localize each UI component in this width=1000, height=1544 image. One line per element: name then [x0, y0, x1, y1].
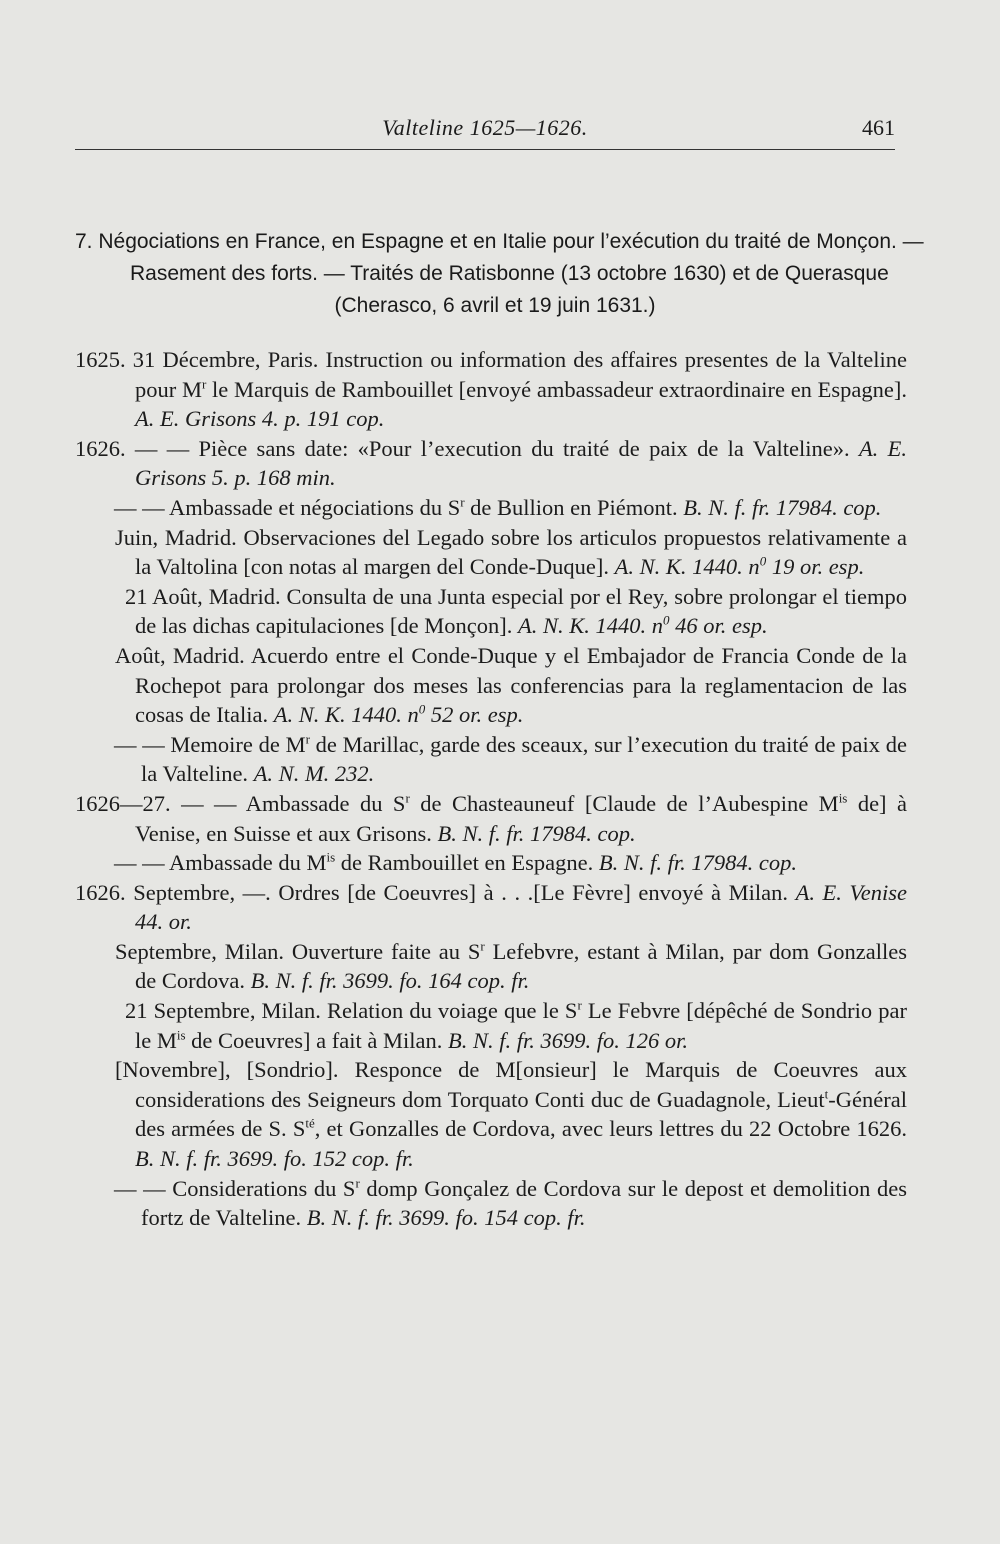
- entry-text: de Marillac, garde des sceaux, sur l’execution du traité de paix de la Valteline.: [141, 731, 907, 787]
- entry-text: Juin, Madrid. Observaciones del Legado sobre los articulos propuestos relativamente a la Valtolina [con notas al margen del Conde-Duque].: [115, 524, 907, 580]
- archive-reference: A. N. K. 1440. n: [273, 702, 419, 728]
- archive-reference: 52 or. esp.: [425, 702, 524, 728]
- entry-1625-31-decembre: [75, 345, 907, 434]
- archive-reference: B. N. f. fr. 17984. cop.: [437, 820, 636, 846]
- entry-text: de Coeuvres] a fait à Milan.: [185, 1027, 448, 1053]
- entry-text: — — Memoire de M: [114, 731, 306, 757]
- entry-1626-27-chasteauneuf: [75, 789, 907, 848]
- page-number: 461: [862, 115, 895, 140]
- entry-text: 1626—27. — — Ambassade du S: [75, 790, 406, 816]
- entry-list: [75, 345, 907, 1233]
- entry-text: Le Febvre [dépêché de Sondrio par le M: [135, 998, 907, 1053]
- entry-text: domp Gonçalez de Cordova sur le depost et demolition des fortz de Valteline.: [141, 1175, 907, 1231]
- entry-superscript: t: [824, 1086, 829, 1102]
- archive-reference: A. E. Grisons 4. p. 191 cop.: [135, 406, 385, 432]
- entry-text: -Général des armées de S. S: [135, 1086, 907, 1142]
- entry-text: de Chasteauneuf [Claude de l’Aubespine M: [409, 790, 839, 816]
- entry-text: Lefebvre, estant à Milan, par dom Gonzalles de Cordova.: [135, 938, 907, 994]
- entry-septembre-milan: [75, 937, 907, 996]
- entry-text: — — Ambassade et négociations du S: [114, 494, 461, 520]
- entry-ambassade-bullion: [75, 493, 907, 523]
- entry-novembre-sondrio: [75, 1055, 907, 1173]
- entry-text: 1625. 31 Décembre, Paris. Instruction ou information des affaires presentes de la Valteline pour M: [75, 347, 907, 402]
- archive-reference: A. E. Grisons 5. p. 168 min.: [135, 435, 907, 491]
- archive-reference: B. N. f. fr. 17984. cop.: [683, 494, 882, 520]
- entry-superscript: r: [460, 494, 465, 510]
- entry-superscript: r: [305, 731, 310, 747]
- entry-text: 21 Septembre, Milan. Relation du voiage que le S: [125, 998, 578, 1024]
- archive-reference: 19 or. esp.: [766, 554, 865, 580]
- entry-text: 21 Août, Madrid. Consulta de una Junta especial por el Rey, sobre prolongar el tiempo de las dichas capitulaciones [de Monçon].: [125, 583, 907, 639]
- archive-reference: B. N. f. fr. 3699. fo. 154 cop. fr.: [306, 1205, 586, 1231]
- archive-reference: A. N. M. 232.: [253, 761, 375, 787]
- archive-reference: A. E. Venise 44. or.: [135, 879, 907, 935]
- archive-reference: B. N. f. fr. 3699. fo. 164 cop. fr.: [250, 968, 530, 994]
- entry-text: de] à Venise, en Suisse et aux Grisons.: [135, 790, 907, 846]
- entry-text: Septembre, Milan. Ouverture faite au S: [115, 938, 481, 964]
- entry-text: — — Ambassade du M: [114, 850, 327, 876]
- entry-text: 1626. — — Pièce sans date: «Pour l’execution du traité de paix de la Valteline».: [75, 435, 859, 461]
- entry-text: de Bullion en Piémont.: [464, 494, 684, 520]
- entry-text: de Rambouillet en Espagne.: [335, 850, 599, 876]
- section-heading-line-3: (Cherasco, 6 avril et 19 juin 1631.): [334, 294, 656, 317]
- entry-text: [Novembre], [Sondrio]. Responce de M[onsieur] le Marquis de Coeuvres aux considerations des Seigneurs dom Torquato Conti duc de Guadagnole, Lieut: [115, 1057, 907, 1112]
- entry-superscript: 0: [759, 553, 767, 569]
- archive-reference: 46 or. esp.: [669, 613, 768, 639]
- entry-21-aout-madrid: [75, 582, 907, 641]
- entry-superscript: r: [355, 1175, 360, 1191]
- running-head: [75, 115, 895, 149]
- entry-text: Août, Madrid. Acuerdo entre el Conde-Duque y el Embajador de Francia Conde de la Rochepot para prolongar dos meses las conferencias para la reglamentacion de las cosas de Italia.: [115, 642, 907, 728]
- entry-superscript: 0: [663, 612, 670, 628]
- archive-reference: B. N. f. fr. 3699. fo. 126 or.: [447, 1027, 688, 1053]
- entry-considerations-cordova: [75, 1174, 907, 1233]
- entry-text: — — Considerations du S: [114, 1175, 356, 1201]
- archive-reference: B. N. f. fr. 3699. fo. 152 cop. fr.: [135, 1146, 414, 1172]
- entry-ambassade-rambouillet: [75, 848, 907, 878]
- entry-superscript: r: [577, 997, 582, 1013]
- entry-21-septembre-milan: [75, 996, 907, 1055]
- running-title: Valteline 1625—1626.: [382, 115, 588, 140]
- section-heading: [75, 226, 924, 322]
- entry-text: 1626. Septembre, —. Ordres [de Coeuvres] à . . .[Le Fèvre] envoyé à Milan.: [75, 879, 796, 905]
- entry-1626-piece-sans-date: [75, 434, 907, 493]
- header-rule: [75, 149, 895, 150]
- entry-superscript: 0: [418, 701, 426, 717]
- entry-juin-madrid: [75, 523, 907, 582]
- section-heading-line-1: 7. Négociations en France, en Espagne et en Italie pour l’exécution du traité de Monçon. —: [75, 230, 924, 253]
- entry-superscript: r: [201, 376, 207, 392]
- section-heading-line-2: Rasement des forts. — Traités de Ratisbonne (13 octobre 1630) et de Querasque: [130, 262, 889, 285]
- entry-text: le Marquis de Rambouillet [envoyé ambassadeur extraordinaire en Espagne].: [206, 376, 907, 402]
- entry-superscript: r: [480, 938, 485, 954]
- entry-superscript: is: [176, 1027, 186, 1043]
- archive-reference: B. N. f. fr. 17984. cop.: [598, 850, 797, 876]
- entry-superscript: r: [405, 790, 410, 806]
- archive-reference: A. N. K. 1440. n: [614, 554, 760, 580]
- entry-memoire-marillac: [75, 730, 907, 789]
- entry-aout-madrid: [75, 641, 907, 730]
- archive-reference: A. N. K. 1440. n: [518, 613, 664, 639]
- entry-text: , et Gonzalles de Cordova, avec leurs lettres du 22 Octobre 1626.: [314, 1116, 907, 1142]
- entry-superscript: té: [305, 1115, 315, 1131]
- entry-superscript: is: [838, 790, 848, 806]
- entry-1626-septembre-ordres: [75, 878, 907, 937]
- entry-superscript: is: [326, 849, 336, 865]
